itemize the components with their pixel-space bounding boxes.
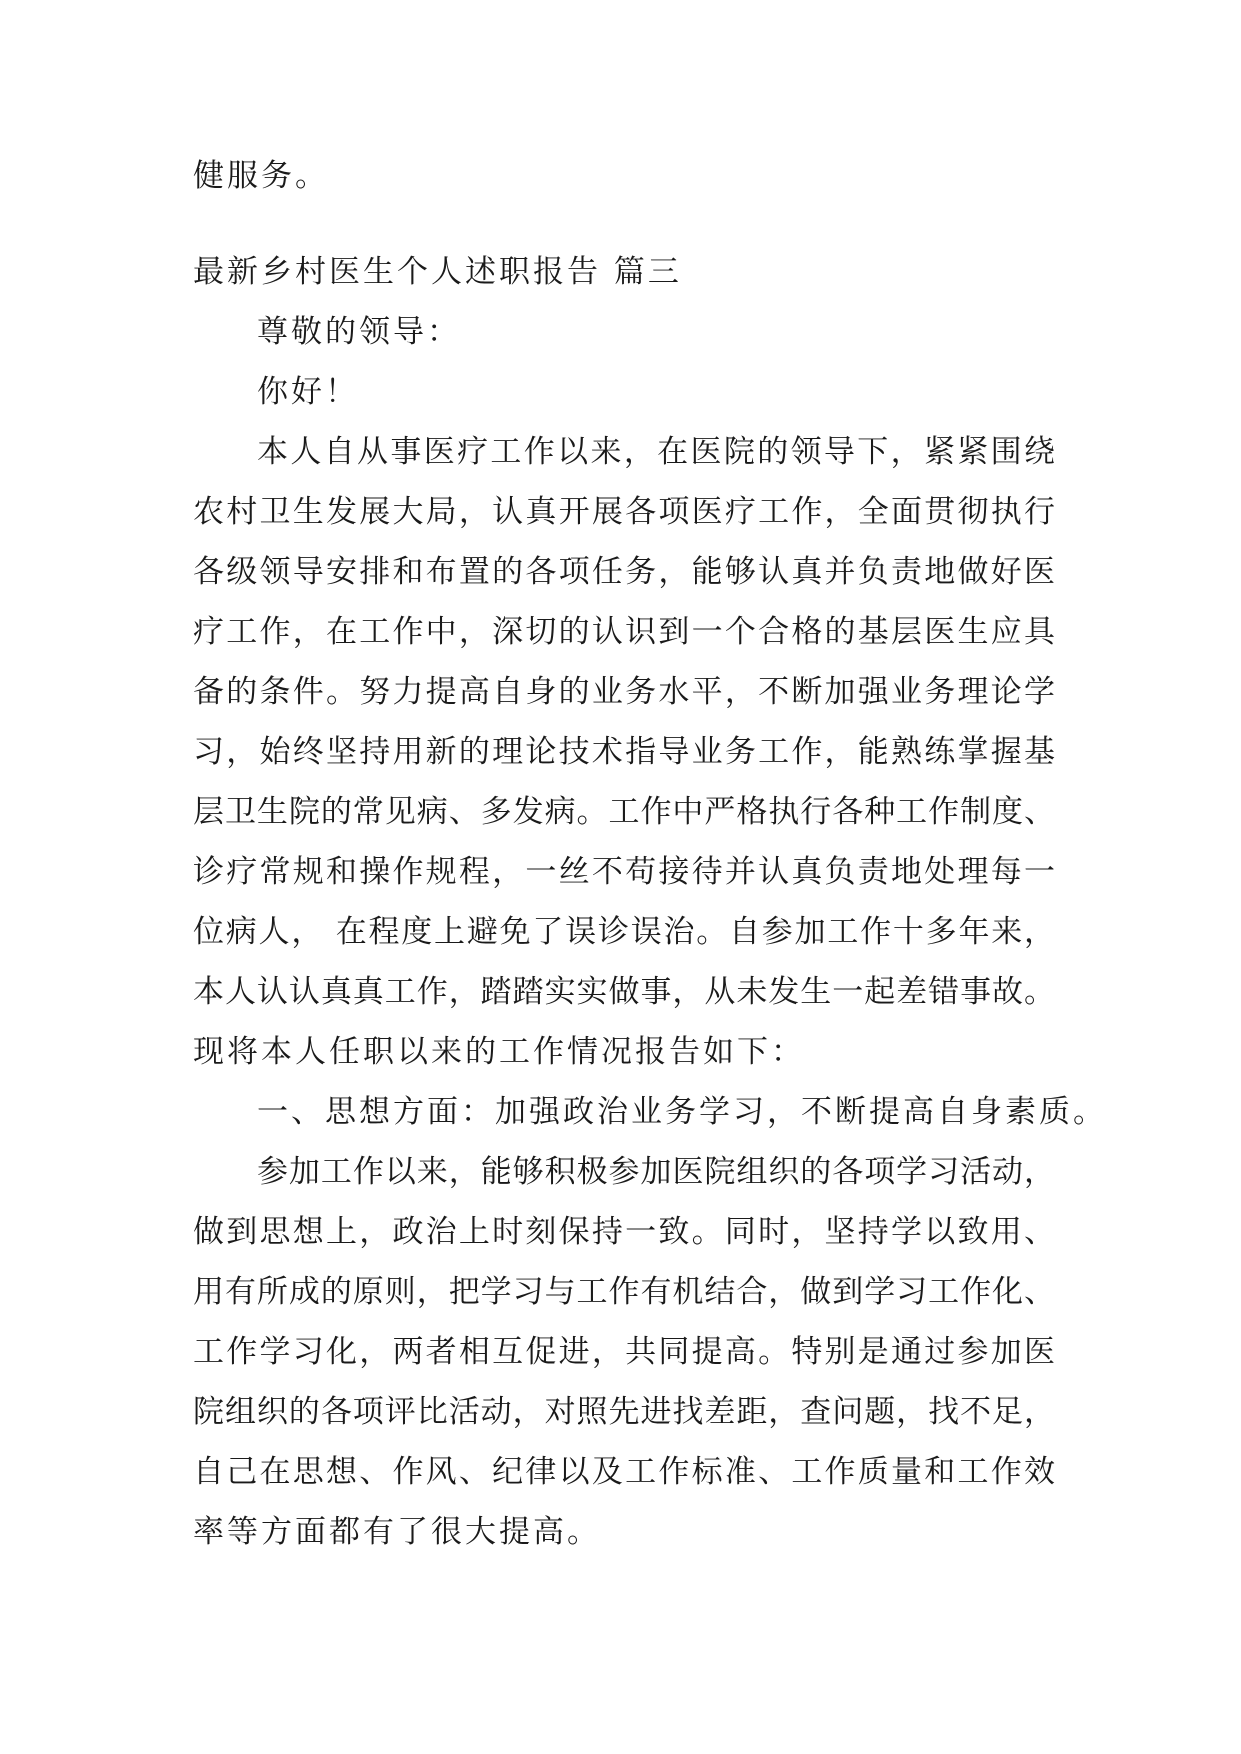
paragraph-2-line: 用有所成的原则，把学习与工作有机结合，做到学习工作化、 — [193, 1274, 1055, 1310]
paragraph-1-line: 备的条件。努力提高自身的业务水平，不断加强业务理论学 — [193, 674, 1055, 710]
paragraph-2-line: 自己在思想、作风、纪律以及工作标准、工作质量和工作效 — [193, 1454, 1055, 1490]
subheading-ideology: 一、思想方面：加强政治业务学习，不断提高自身素质。 — [257, 1094, 1107, 1130]
paragraph-1-line: 位病人， 在程度上避免了误诊误治。自参加工作十多年来， — [193, 914, 1055, 950]
salutation: 尊敬的领导： — [257, 314, 461, 350]
paragraph-1-line: 本人认认真真工作，踏踏实实做事，从未发生一起差错事故。 — [193, 974, 1055, 1010]
paragraph-2-line: 工作学习化，两者相互促进，共同提高。特别是通过参加医 — [193, 1334, 1055, 1370]
paragraph-1-line: 习，始终坚持用新的理论技术指导业务工作，能熟练掌握基 — [193, 734, 1055, 770]
paragraph-1-line: 各级领导安排和布置的各项任务，能够认真并负责地做好医 — [193, 554, 1055, 590]
paragraph-1-line: 疗工作，在工作中，深切的认识到一个合格的基层医生应具 — [193, 614, 1055, 650]
paragraph-1-line: 诊疗常规和操作规程，一丝不苟接待并认真负责地处理每一 — [193, 854, 1055, 890]
greeting: 你好！ — [257, 374, 359, 410]
paragraph-2-line: 做到思想上，政治上时刻保持一致。同时，坚持学以致用、 — [193, 1214, 1055, 1250]
section-heading: 最新乡村医生个人述职报告 篇三 — [193, 254, 682, 290]
paragraph-1-line: 层卫生院的常见病、多发病。工作中严格执行各种工作制度、 — [193, 794, 1055, 830]
paragraph-1-line: 现将本人任职以来的工作情况报告如下： — [193, 1034, 805, 1070]
paragraph-2-line: 院组织的各项评比活动，对照先进找差距，查问题，找不足， — [193, 1394, 1055, 1430]
paragraph-1-line: 本人自从事医疗工作以来，在医院的领导下，紧紧围绕 — [257, 434, 1055, 470]
paragraph-2-line: 率等方面都有了很大提高。 — [193, 1514, 601, 1550]
previous-paragraph-tail: 健服务。 — [193, 158, 329, 194]
paragraph-1-line: 农村卫生发展大局，认真开展各项医疗工作，全面贯彻执行 — [193, 494, 1055, 530]
paragraph-2-line: 参加工作以来，能够积极参加医院组织的各项学习活动， — [257, 1154, 1055, 1190]
